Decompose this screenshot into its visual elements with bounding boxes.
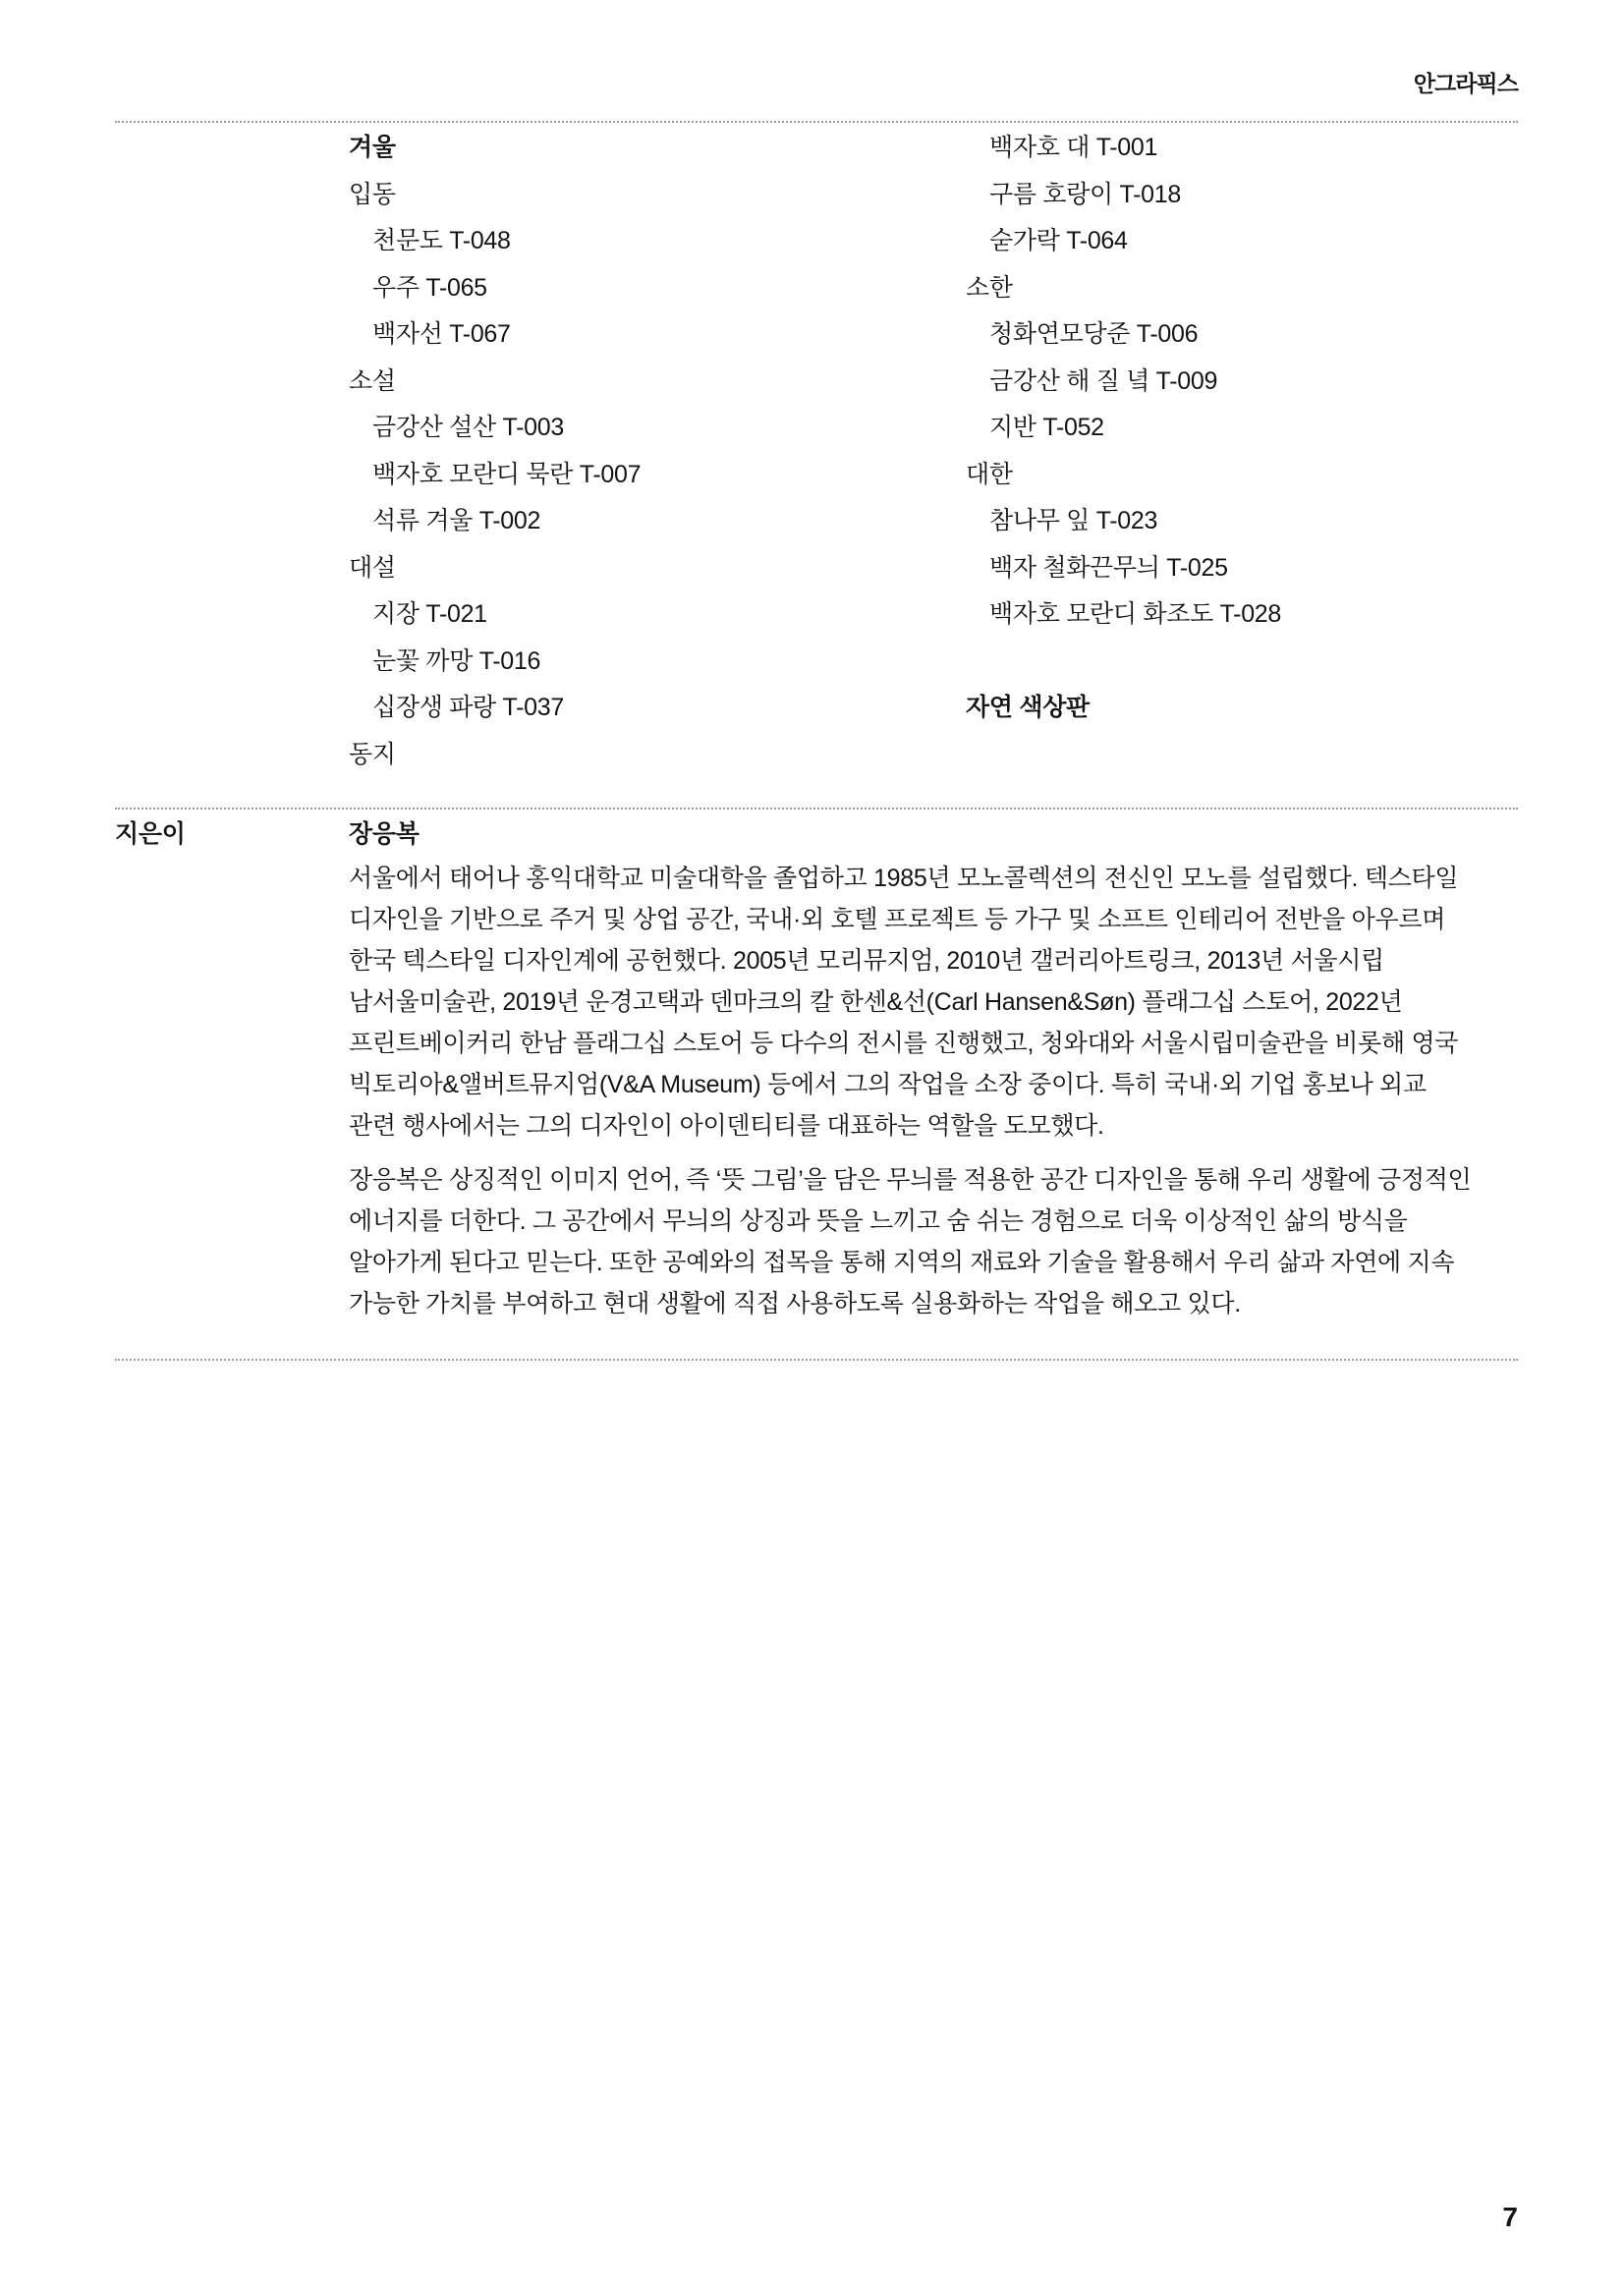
pattern-item: 지장 T-021	[372, 600, 487, 628]
pattern-item: 백자호 대 T-001	[989, 134, 1158, 161]
pattern-item: 백자호 모란디 화조도 T-028	[989, 600, 1282, 628]
author-bio-paragraph	[349, 1159, 1518, 1324]
bio-line: 디자인을 기반으로 주거 및 상업 공간, 국내·외 호텔 프로젝트 등 가구 및 소프트 인테리어 전반을 아우르며	[349, 906, 1446, 933]
pattern-item: 금강산 해 질 녘 T-009	[989, 366, 1218, 395]
contents-column-left	[349, 125, 966, 778]
page-body	[115, 121, 1518, 1361]
pattern-item: 구름 호랑이 T-018	[989, 180, 1181, 208]
season-term: 대한	[966, 460, 1013, 488]
bio-line: 장응복은 상징적인 이미지 언어, 즉 ‘뜻 그림’을 담은 무늬를 적용한 공간 디자인을 통해 우리 생활에 긍정적인	[349, 1166, 1472, 1194]
author-name: 장응복	[349, 820, 420, 848]
pattern-item: 십장생 파랑 T-037	[372, 694, 564, 721]
pattern-item: 백자호 모란디 묵란 T-007	[372, 460, 642, 488]
bio-line: 프린트베이커리 한남 플래그십 스토어 등 다수의 전시를 진행했고, 청와대와 서울시립미술관을 비롯해 영국	[349, 1030, 1459, 1057]
author-bio	[349, 813, 1518, 1324]
pattern-item: 눈꽃 까망 T-016	[372, 646, 541, 675]
pattern-item: 백자 철화끈무늬 T-025	[989, 553, 1228, 582]
season-term: 입동	[349, 180, 396, 208]
contents-list	[115, 123, 1518, 808]
bio-line: 빅토리아&앨버트뮤지엄(V&A Museum) 등에서 그의 작업을 소장 중이다. 특히 국내·외 기업 홍보나 외교	[349, 1071, 1427, 1098]
pattern-item: 청화연모당준 T-006	[989, 320, 1199, 348]
season-term: 소설	[349, 366, 396, 395]
pattern-item: 지반 T-052	[989, 414, 1104, 441]
bio-line: 알아가게 된다고 믿는다. 또한 공예와의 접목을 통해 지역의 재료와 기술을 활용해서 우리 삶과 자연에 지속	[349, 1249, 1455, 1276]
bio-line: 관련 행사에서는 그의 디자인이 아이덴티티를 대표하는 역할을 도모했다.	[349, 1112, 1104, 1140]
bio-line: 한국 텍스타일 디자인계에 공헌했다. 2005년 모리뮤지엄, 2010년 갤러리아트링크, 2013년 서울시립	[349, 947, 1384, 975]
pattern-item: 숟가락 T-064	[989, 227, 1128, 254]
contents-column-right	[966, 125, 1518, 778]
bio-line: 가능한 가치를 부여하고 현대 생활에 직접 사용하도록 실용화하는 작업을 해오고 있다.	[349, 1290, 1241, 1317]
publisher-logo: 안그라픽스	[1413, 71, 1518, 96]
author-label: 지은이	[115, 820, 186, 848]
section-heading: 자연 색상판	[966, 694, 1090, 721]
pattern-item: 금강산 설산 T-003	[372, 414, 564, 441]
pattern-item: 천문도 T-048	[372, 227, 511, 254]
pattern-item: 참나무 잎 T-023	[989, 507, 1158, 534]
bio-line: 에너지를 더한다. 그 공간에서 무늬의 상징과 뜻을 느끼고 숨 쉬는 경험으로 더욱 이상적인 삶의 방식을	[349, 1207, 1408, 1235]
season-term: 대설	[349, 553, 396, 582]
author-bio-paragraph	[349, 858, 1518, 1147]
bio-line: 남서울미술관, 2019년 운경고택과 덴마크의 칼 한센&선(Carl Hansen&Søn) 플래그십 스토어, 2022년	[349, 988, 1403, 1016]
list-spacer	[966, 639, 1518, 686]
pattern-item: 백자선 T-067	[372, 320, 511, 348]
pattern-item: 우주 T-065	[372, 273, 487, 302]
section-heading: 겨울	[349, 134, 396, 161]
season-term: 동지	[349, 740, 396, 768]
page-number: 7	[1502, 2202, 1518, 2232]
author-section	[115, 810, 1518, 1359]
season-term: 소한	[966, 273, 1013, 302]
bio-line: 서울에서 태어나 홍익대학교 미술대학을 졸업하고 1985년 모노콜렉션의 전신인 모노를 설립했다. 텍스타일	[349, 865, 1459, 892]
pattern-item: 석류 겨울 T-002	[372, 507, 541, 534]
contents-gutter	[115, 125, 349, 778]
divider	[115, 1359, 1518, 1361]
